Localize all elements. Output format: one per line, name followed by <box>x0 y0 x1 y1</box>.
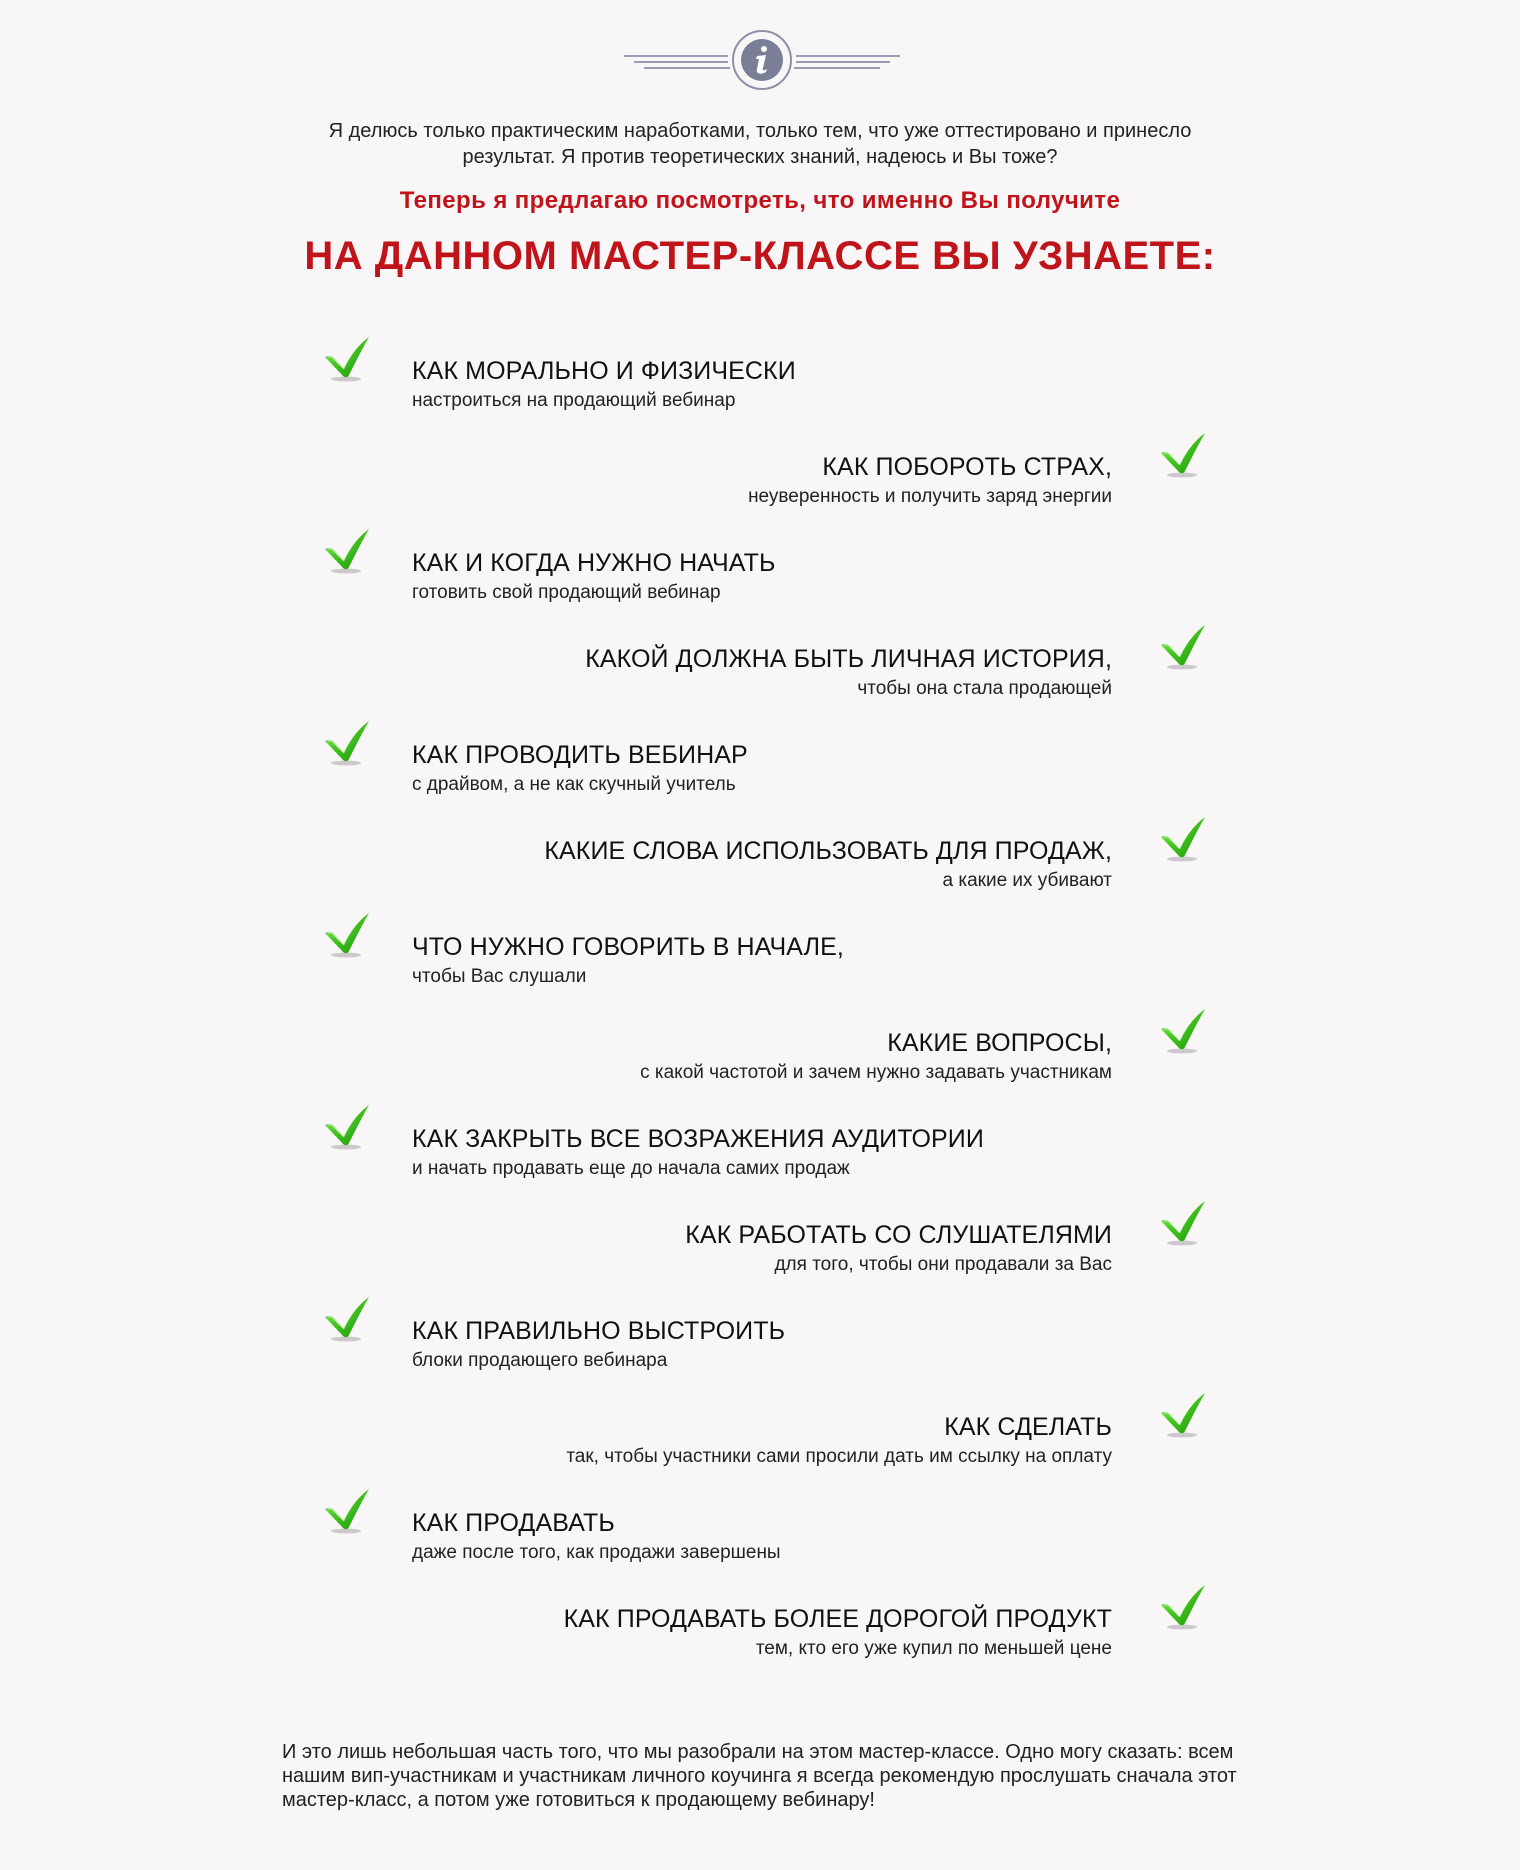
checkmark-icon <box>1158 1583 1210 1631</box>
list-item-title: КАК СДЕЛАТЬ <box>944 1413 1112 1441</box>
list-item-description: для того, чтобы они продавали за Вас <box>774 1254 1112 1275</box>
list-item-title: КАК И КОГДА НУЖНО НАЧАТЬ <box>412 549 776 577</box>
list-item-title: КАК ПОБОРОТЬ СТРАХ, <box>822 453 1112 481</box>
list-item <box>544 815 1210 895</box>
checkmark-icon <box>1158 431 1210 479</box>
list-item-title: КАК ПРОВОДИТЬ ВЕБИНАР <box>412 741 748 769</box>
list-item-text <box>412 1507 781 1566</box>
list-item-text <box>685 1219 1112 1278</box>
checkmark-icon <box>1158 1199 1210 1247</box>
list-item <box>560 623 1210 703</box>
list-item-description: блоки продающего вебинара <box>412 1350 668 1371</box>
checkmark-icon <box>1158 623 1210 671</box>
intro-text: Я делюсь только практическим наработками, только тем, что уже оттестировано и принесло результат. Я против теоретических знаний, надеюсь и Вы тоже? <box>328 120 1192 168</box>
list-item <box>322 911 1102 991</box>
list-item-text <box>640 1027 1112 1086</box>
list-item-title: КАКОЙ ДОЛЖНА БЫТЬ ЛИЧНАЯ ИСТОРИЯ, <box>585 645 1112 673</box>
checkmark-icon <box>322 335 374 383</box>
list-item-title: КАКИЕ ВОПРОСЫ, <box>887 1029 1112 1057</box>
list-item-text <box>544 835 1112 894</box>
list-item <box>560 1583 1210 1663</box>
list-item-title: ЧТО НУЖНО ГОВОРИТЬ В НАЧАЛЕ, <box>412 933 844 961</box>
info-ornament <box>624 26 900 92</box>
checkmark-icon <box>322 911 374 959</box>
list-item <box>322 1103 1102 1183</box>
list-item-description: и начать продавать еще до начала самих продаж <box>412 1158 850 1179</box>
list-item-text <box>564 1603 1112 1662</box>
list-item-text <box>412 931 844 990</box>
checkmark-icon <box>322 1103 374 1151</box>
list-item-title: КАК ЗАКРЫТЬ ВСЕ ВОЗРАЖЕНИЯ АУДИТОРИИ <box>412 1125 984 1153</box>
page-headline: НА ДАННОМ МАСТЕР-КЛАССЕ ВЫ УЗНАЕТЕ: <box>304 234 1216 278</box>
list-item-description: с какой частотой и зачем нужно задавать участникам <box>640 1062 1112 1083</box>
list-item-text <box>412 355 796 414</box>
list-item <box>322 1295 1102 1375</box>
list-item <box>560 1007 1210 1087</box>
list-item-text <box>412 1315 785 1374</box>
list-item-text <box>412 739 748 798</box>
list-item-text <box>412 547 776 606</box>
list-item-description: даже после того, как продажи завершены <box>412 1542 781 1563</box>
list-item-title: КАК ПРАВИЛЬНО ВЫСТРОИТЬ <box>412 1317 786 1345</box>
list-item <box>322 719 1102 799</box>
checkmark-icon <box>322 1295 374 1343</box>
checkmark-icon <box>1158 815 1210 863</box>
list-item-text <box>566 1411 1112 1470</box>
list-item-description: с драйвом, а не как скучный учитель <box>412 774 736 795</box>
list-item <box>322 527 1102 607</box>
checkmark-icon <box>322 719 374 767</box>
list-item-description: чтобы она стала продающей <box>857 678 1112 699</box>
list-item <box>322 1487 1102 1567</box>
list-item <box>560 1391 1210 1471</box>
checkmark-icon <box>1158 1007 1210 1055</box>
list-item-title: КАК МОРАЛЬНО И ФИЗИЧЕСКИ <box>412 357 796 385</box>
outro-text: И это лишь небольшая часть того, что мы разобрали на этом мастер-классе. Одно могу сказать: всем нашим вип-участникам и участникам личного коучинга я всегда рекомендую прослушать сначала этот мастер-класс, а потом уже готовиться к продающему вебинару! <box>282 1741 1237 1811</box>
checkmark-icon <box>1158 1391 1210 1439</box>
list-item-description: чтобы Вас слушали <box>412 966 587 987</box>
list-item <box>560 431 1210 511</box>
subheading: Теперь я предлагаю посмотреть, что именно Вы получите <box>399 187 1121 214</box>
list-item-title: КАК РАБОТАТЬ СО СЛУШАТЕЛЯМИ <box>685 1221 1112 1249</box>
list-item-description: неуверенность и получить заряд энергии <box>748 486 1112 507</box>
list-item-text <box>412 1123 984 1182</box>
list-item-title: КАКИЕ СЛОВА ИСПОЛЬЗОВАТЬ ДЛЯ ПРОДАЖ, <box>544 837 1112 865</box>
list-item-text <box>585 643 1112 702</box>
list-item-description: тем, кто его уже купил по меньшей цене <box>755 1638 1112 1659</box>
list-item-description: настроиться на продающий вебинар <box>412 390 736 411</box>
list-item-description: так, чтобы участники сами просили дать им ссылку на оплату <box>566 1446 1112 1467</box>
list-item-title: КАК ПРОДАВАТЬ <box>412 1509 615 1537</box>
list-item-description: а какие их убивают <box>942 870 1112 891</box>
checkmark-icon <box>322 1487 374 1535</box>
checkmark-icon <box>322 527 374 575</box>
list-item-text <box>748 451 1112 510</box>
list-item-title: КАК ПРОДАВАТЬ БОЛЕЕ ДОРОГОЙ ПРОДУКТ <box>563 1605 1112 1633</box>
list-item <box>560 1199 1210 1279</box>
list-item-description: готовить свой продающий вебинар <box>412 582 721 603</box>
list-item <box>322 335 1102 415</box>
